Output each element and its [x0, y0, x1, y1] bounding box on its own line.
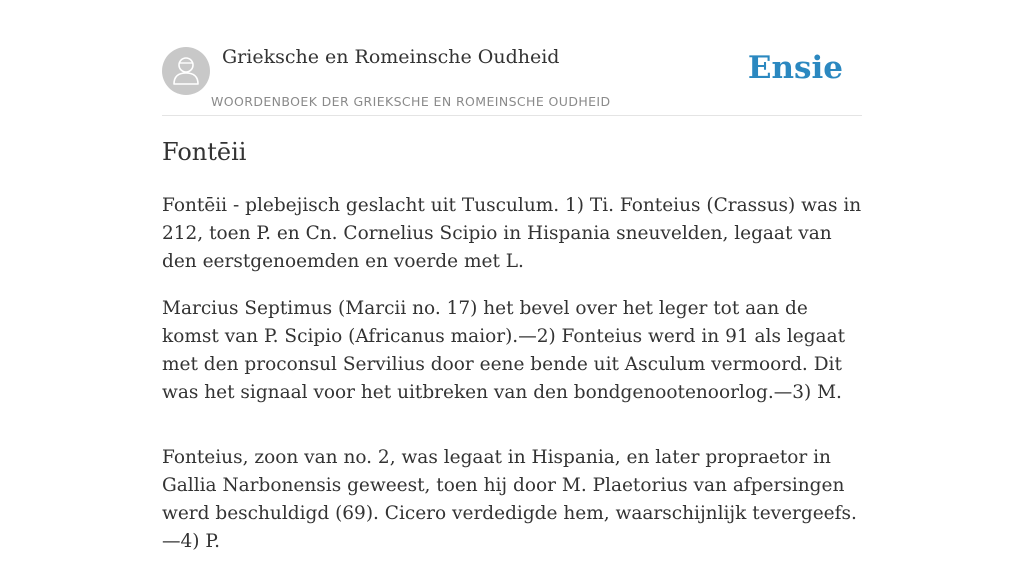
user-outline-icon[interactable] — [162, 47, 210, 95]
brand-logo-link[interactable]: Ensie — [747, 50, 843, 86]
avatar-glyph — [162, 47, 210, 95]
entry-title: Fontēii — [162, 138, 247, 166]
page — [162, 0, 862, 552]
source-title-link[interactable]: Grieksche en Romeinsche Oudheid — [222, 46, 560, 68]
entry-paragraph: Marcius Septimus (Marcii no. 17) het bevel over het leger tot aan de komst van P. Scipio (Africanus maior).—2) Fonteius werd in 91 als legaat met den proconsul Servilius door eene bende uit Asculum vermoord. Dit was het signaal voor het uitbreken van den bondgenootenoorlog.—3) M. — [162, 298, 846, 403]
entry-paragraph: Fonteius, zoon van no. 2, was legaat in Hispania, en later propraetor in Gallia Narbonensis geweest, toen hij door M. Plaetorius van afpersingen werd beschuldigd (69). Cicero verdedigde hem, waarschijnlijk tevergeefs.—4) P. — [162, 447, 857, 552]
source-header — [162, 0, 862, 116]
source-subtitle: WOORDENBOEK DER GRIEKSCHE EN ROMEINSCHE OUDHEID — [211, 94, 611, 109]
entry-paragraph: Fontēii - plebejisch geslacht uit Tusculum. 1) Ti. Fonteius (Crassus) was in 212, toen P. en Cn. Cornelius Scipio in Hispania sneuvelden, legaat van den eerstgenoemden en voerde met L. — [162, 195, 862, 272]
entry-body — [162, 192, 862, 575]
